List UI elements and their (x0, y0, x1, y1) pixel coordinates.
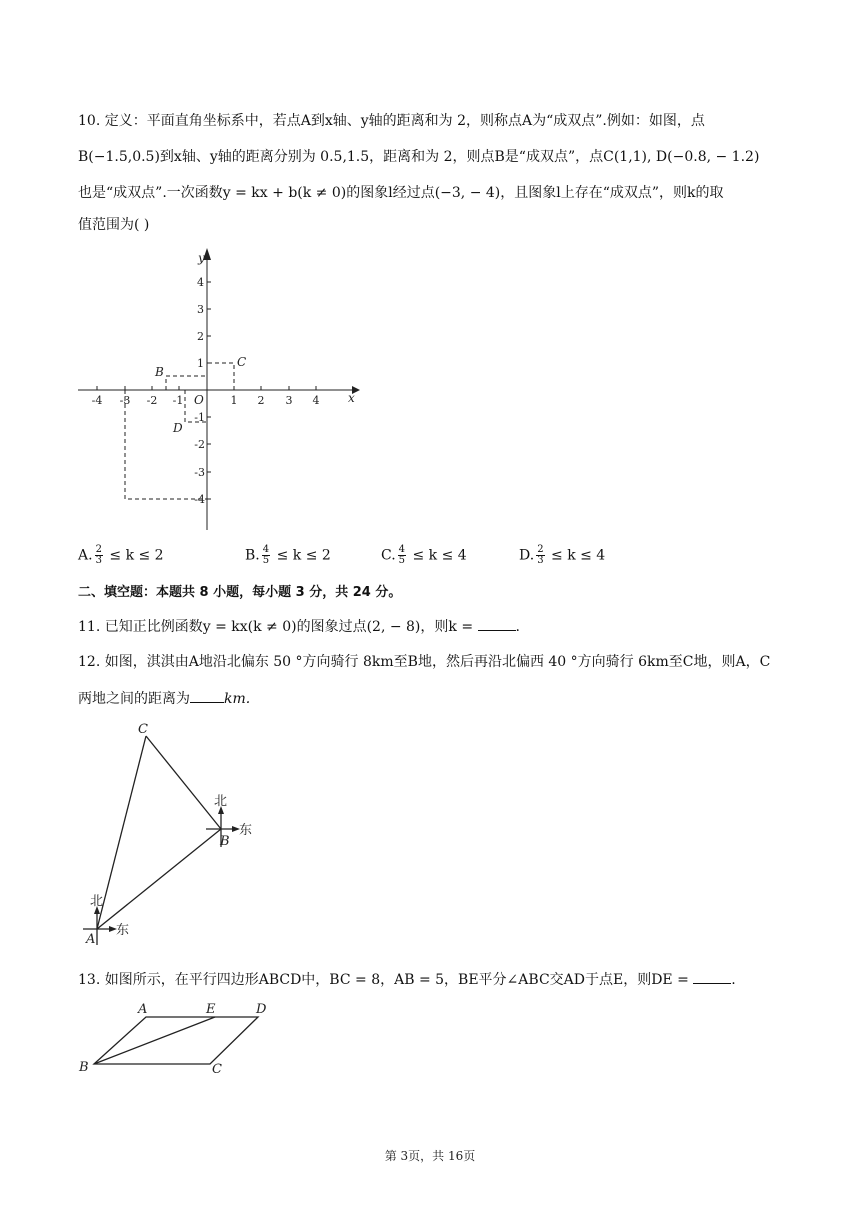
q10-line3: 也是“成双点”.一次函数y = kx + b(k ≠ 0)的图象l经过点(−3, − 4)，且图象l上存在“成双点”，则k的取 (78, 185, 724, 201)
label-B: B (79, 1060, 89, 1075)
point-C-label: C (237, 355, 247, 369)
q13-answer-blank[interactable] (693, 969, 731, 984)
label-A: A (86, 932, 96, 947)
svg-text:-4: -4 (91, 394, 103, 407)
svg-text:-2: -2 (194, 438, 205, 451)
svg-text:1: 1 (230, 394, 238, 407)
page-footer: 第 3页，共 16页 (384, 1149, 476, 1163)
parallelogram-ABCD (94, 1017, 258, 1064)
label-B: B (220, 834, 230, 849)
point-D-label: D (173, 421, 183, 435)
svg-text:-3: -3 (119, 394, 131, 407)
q12-answer-blank[interactable] (190, 688, 224, 703)
label-A: A (138, 1002, 148, 1017)
q12-figure (74, 712, 264, 952)
point-B-guides (166, 376, 207, 390)
q12-line2: 两地之间的距离为 km. (78, 688, 788, 709)
q10-coordinate-graph (70, 238, 370, 538)
svg-text:2: 2 (257, 394, 265, 407)
x-axis-label: x (348, 391, 355, 405)
svg-text:3: 3 (285, 394, 293, 407)
option-C[interactable]: C. $\frac{4}{5}$ ≤ k ≤ 4 (381, 544, 467, 566)
east-label-B: 东 (239, 823, 253, 838)
q11: 11. 已知正比例函数y = kx(k ≠ 0)的图象过点(2, − 8)，则k = . (78, 616, 788, 637)
label-D: D (256, 1002, 267, 1017)
point-C-guides (207, 363, 234, 390)
option-A[interactable]: A. $\frac{2}{3}$ ≤ k ≤ 2 (78, 544, 164, 566)
label-E: E (206, 1002, 216, 1017)
svg-text:-2: -2 (146, 394, 158, 407)
q13-parallelogram-figure (74, 998, 274, 1080)
point-B-label: B (155, 365, 164, 379)
segment-BE (94, 1017, 215, 1064)
svg-text:-1: -1 (172, 394, 184, 407)
q10-line4: 值范围为( ) (78, 217, 150, 233)
svg-text:1: 1 (197, 357, 204, 370)
q10-line1: 10. 定义：平面直角坐标系中，若点A到x轴、y轴的距离和为 2，则称点A为“成双点”.例如：如图，点 (78, 113, 705, 129)
svg-text:3: 3 (197, 303, 204, 316)
svg-text:-4: -4 (194, 493, 205, 506)
svg-text:2: 2 (197, 330, 204, 343)
q10-line2: B(−1.5,0.5)到x轴、y轴的距离分别为 0.5,1.5，距离和为 2，则点B是“成双点”，点C(1,1), D(−0.8, − 1.2) (78, 149, 760, 165)
svg-text:-1: -1 (194, 411, 205, 424)
segment-AC (97, 736, 146, 929)
svg-text:4: 4 (312, 394, 320, 407)
north-label-A: 北 (90, 894, 104, 909)
svg-text:4: 4 (197, 276, 204, 289)
option-D[interactable]: D. $\frac{2}{3}$ ≤ k ≤ 4 (519, 544, 606, 566)
origin-label: O (194, 393, 204, 407)
q11-answer-blank[interactable] (478, 616, 516, 631)
label-C: C (212, 1062, 222, 1077)
q13: 13. 如图所示，在平行四边形ABCD中，BC = 8，AB = 5，BE平分∠ABC交AD于点E，则DE = . (78, 969, 788, 990)
section-heading-fill-in: 二、填空题：本题共 8 小题，每小题 3 分，共 24 分。 (78, 585, 402, 600)
q12-line1: 12. 如图，淇淇由A地沿北偏东 50 °方向骑行 8km至B地，然后再沿北偏西 40 °方向骑行 6km至C地，则A，C (78, 654, 771, 670)
option-B[interactable]: B. $\frac{4}{5}$ ≤ k ≤ 2 (245, 544, 331, 566)
north-label-B: 北 (214, 794, 228, 809)
east-label-A: 东 (116, 923, 130, 938)
label-C: C (138, 722, 148, 737)
segment-AB (97, 829, 221, 929)
y-axis-label: y (198, 251, 205, 265)
segment-BC (146, 736, 221, 829)
svg-text:-3: -3 (194, 466, 205, 479)
